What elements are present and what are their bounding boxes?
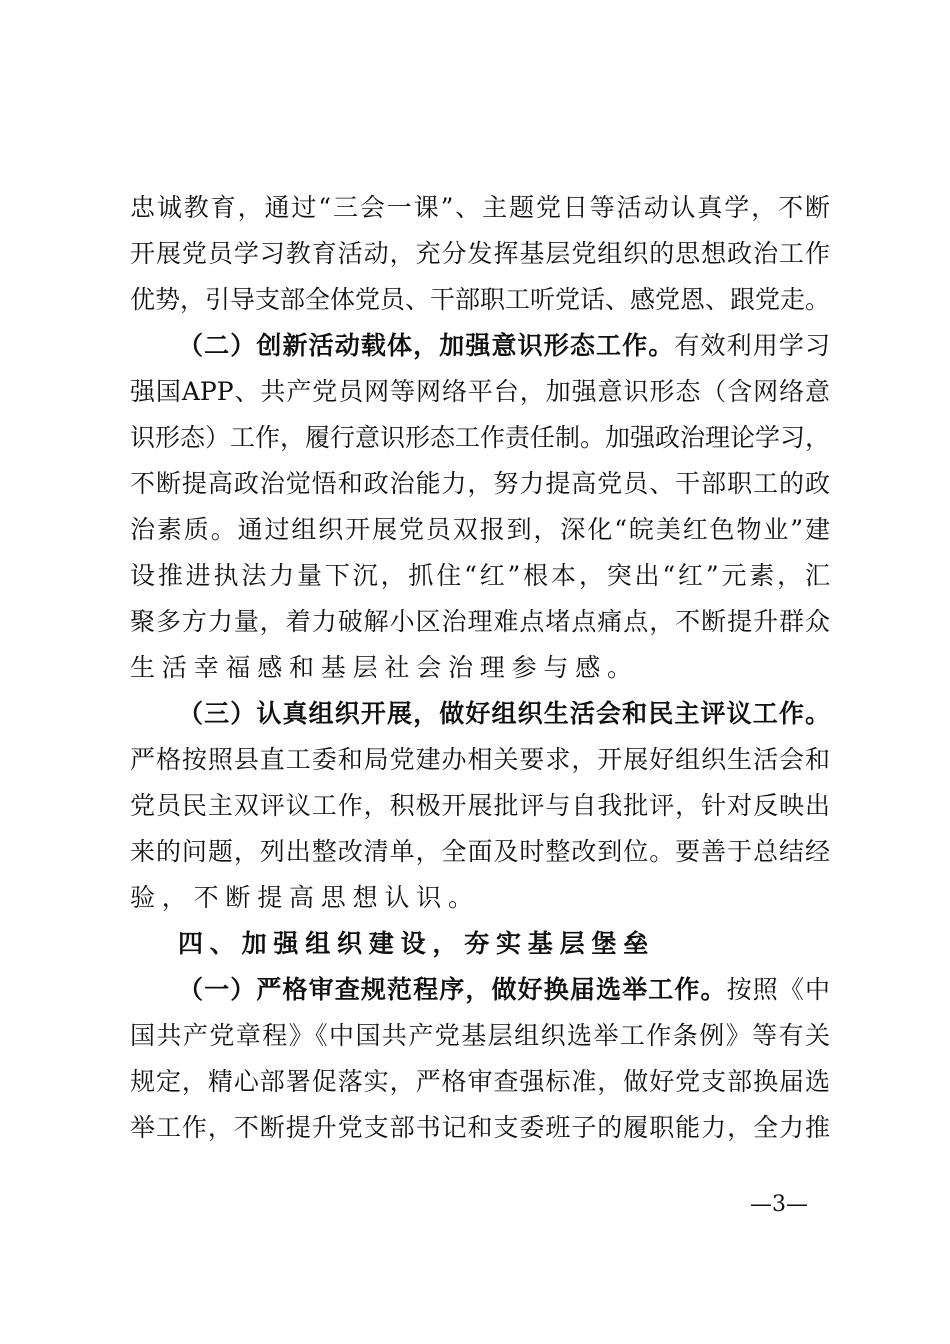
body-line: 不断提高政治觉悟和政治能力，努力提高党员、干部职工的政 [130, 469, 830, 498]
body-line: 忠诚教育，通过“三会一课”、主题党日等活动认真学，不断 [130, 193, 830, 222]
page-number: —3— [750, 1192, 808, 1217]
body-line: 治素质。通过组织开展党员双报到，深化“皖美红色物业”建 [130, 515, 830, 544]
body-line: 生活幸福感和基层社会治理参与感。 [130, 653, 639, 682]
body-line: 严格按照县直工委和局党建办相关要求，开展好组织生活会和 [130, 745, 830, 774]
subheading-line: （一）严格审查规范程序，做好换届选举工作。按照《中 [178, 975, 830, 1004]
subheading-line: （二）创新活动载体，加强意识形态工作。有效利用学习 [178, 331, 830, 360]
body-line: 优势，引导支部全体党员、干部职工听党话、感党恩、跟党走。 [130, 285, 831, 314]
body-line: 开展党员学习教育活动，充分发挥基层党组织的思想政治工作 [130, 239, 830, 268]
subheading-text: （三）认真组织开展，做好组织生活会和民主评议工作。 [178, 699, 830, 728]
subheading-line [178, 691, 830, 737]
body-line: 来的问题，列出整改清单，全面及时整改到位。要善于总结经 [130, 837, 830, 866]
body-line: 识形态）工作，履行意识形态工作责任制。加强政治理论学习， [130, 423, 831, 452]
body-line: 强国APP、共产党员网等网络平台，加强意识形态（含网络意 [130, 377, 830, 406]
body-line: 国共产党章程》《中国共产党基层组织选举工作条例》等有关 [130, 1021, 830, 1050]
body-line: 设推进执法力量下沉，抓住“红”根本，突出“红”元素，汇 [130, 561, 830, 590]
body-line: 党员民主双评议工作，积极开展批评与自我批评，针对反映出 [130, 791, 830, 820]
body-line: 验，不断提高思想认识。 [130, 883, 480, 912]
body-line: 规定，精心部署促落实，严格审查强标准，做好党支部换届选 [130, 1067, 830, 1096]
subheading-text: （一）严格审查规范程序，做好换届选举工作。 [178, 975, 727, 1004]
subheading-text: （二）创新活动载体，加强意识形态工作。 [178, 331, 675, 360]
section-heading: 四、加强组织建设，夯实基层堡垒 [178, 929, 656, 958]
body-line: 举工作，不断提升党支部书记和支委班子的履职能力，全力推 [130, 1113, 830, 1142]
body-line: 聚多方力量，着力破解小区治理难点堵点痛点，不断提升群众 [130, 607, 830, 636]
